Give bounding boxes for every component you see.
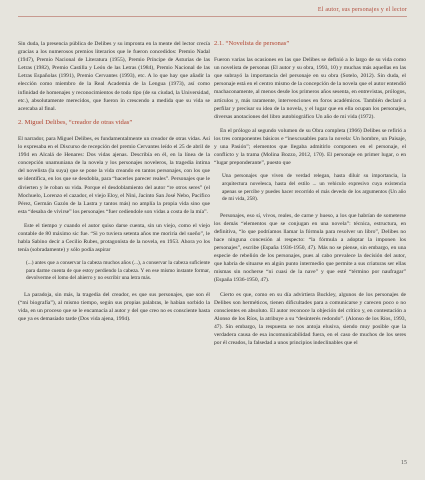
block-quote: Una personajes que viven de verdad relegan, hasta diluir su importancia, la arquitectura novelesca, hasta del estilo ... un vehiculo expresivo cuya existencia apenas se percibe y puedes hacer recorrido el más devedo de los argumentos (Un año de mi vida, 258). xyxy=(222,173,406,203)
paragraph: La paradoja, sin más, la tragedia del creador, es que sus personajes, que son él (“mi biografía”), al mismo tiempo, según sus propias palabras, le habían sorbido la vida, en un proceso que se le encamacía al autor y del que creo no es consciente hasta que ya es demasiado tarde (Dos vida ajena, 1994). xyxy=(18,292,210,323)
paragraph: Este el tiempo y cuando el autor quiso darse cuenta, sin un viejo, como el viejo contable de 80 máximo sic fue. “Si yo tuviera setenta años me moriría del sueño”, le habla Sabino decir a Cecilio Rubes, protagonista de la novela, en 1953. Ahora yo los tenía (sobradamente) y sólo podía aspirar xyxy=(18,222,210,254)
right-column xyxy=(214,40,406,353)
block-quote: (...) antes que a conservar la cabeza muchos años (...), a conservar la cabeza suficiente para darme cuenta de que estoy perdiendo la cabeza. Y en ese mismo instante formar, devolverme el lomo del ahierro y no escribir una letra más. xyxy=(26,260,210,282)
paragraph: Sin duda, la presencia pública de Delibes y su impronta en la mente del lector crecía gracias a los numerosos premios literarios que le fueron concedidos: Premio Nadal (1947), Premio Nacional de Literatura (1955), Premio Príncipe de Asturias de las Letras (1982), Premio Castilla y León de las Letras (1984), Premio Nacional de las Letras Españolas (1991), Premio Cervantes (1993), etc. A lo que hay que añadir la elección como miembro de la Real Academia de la Lengua (1973), así como infinidad de homenajes y reconocimientos de todo tipo (de su ciudad, la Universidad, etc.), absolutamente merecidos, que fueron in crescendo a medida que su vida se acercaba al final. xyxy=(18,41,210,112)
page-number: 15 xyxy=(401,460,407,466)
running-header: El autor, sus personajes y el lector xyxy=(317,7,407,13)
paragraph: Cierto es que, como en su día advirtiera Buckley, algunos de los personajes de Delibes son herméticos, tienen dificultades para a comunicarse y carecen poco o no conscientes en absoluto. El autor reconoce la objeción del crítico y, en contestación a Alonso de los Ríos, la atribuye a su “desinterés redondo”. (Alonso de los Ríos, 1993, 47). Sin embargo, la respuesta se nos antoja elusiva, siendo muy posible que la verdadera causa de esa incomunicabilidad fuera, en el caso de muchos de los seres por él creados, la falsedad a unos principios indeclinables que el xyxy=(214,291,406,347)
section-heading: 2.1. “Novelista de personas” xyxy=(214,40,290,47)
paragraph: El narrador, para Miguel Delibes, es fundamentalmente un creador de otras vidas. Así lo expresaba en el Discurso de recepción del premio Cervantes leído el 25 de abril de 1994 en Alcalá de Henares: Dos vidas ajenas. Describía en él, en la línea de la concepción unamuniana de la novela y los personajes noveleros, la tragedia íntima del novelista (la suya) que se pone la vida creando en tantos personajes, con los que se identifica, en los que se desdobla, para “hacerles parecer reales”. Personajes que le divierten y le roban su vida. Porque el desdoblamiento del autor “re otros seres” (el Mochuelo, Lorenzo el cazador, el viejo Eloy, el Nini, Jacinto San José Nebo, Pacífico Pérez, Germán Gazón de la Lastra y tantos más) no amplía la propia vida sino que esta “desaba de vivirse” los personajes “fuer cediendole son vidas a costa de la mía”. xyxy=(18,135,210,215)
paragraph: En el prólogo al segundo volumen de su Obra completa (1966) Delibes se refirió a los tres componentes básicos e “inexcusables para la novela: Un hombre, un Paisaje, y una Pasión”; elementos que llegaba admitirlo componen en el personaje, el conflicto y la trama (Molina Bozzo, 2012, 170). El personaje en primer lugar, o en “lugar preponderante”, puesto que xyxy=(214,127,406,167)
paragraph: Fueron varias las ocasiones en las que Delibes se definió a lo largo de su vida como un novelista de personas (El autor y su obra, 1993, 10) y muchas más aquellas en las que subrayó la importancia del personaje en su obra (Sotelo, 2012). Sin duda, el personaje está en el centro mismo de la concepción de la novela que el autor entendió machaconamente, al menos desde los primeros años sesenta, en entrevistas, prólogos, artículos y, más raramente, intervenciones en foros académicos. También declaró a perfilar y precisar su idea de la novela, y el lugar que en ella ocupan los personajes, diversas anotaciones del libro autobiográfico Un año de mi vida (1972). xyxy=(214,57,406,120)
header-rule xyxy=(18,16,407,17)
paragraph: Personajes, eso sí, vivos, reales, de carne y hueso, a los que habrían de someterse los demás “elementos que se conjugan en una novela”: técnica, estructura, en definitiva, “lo que podríamos llamar la fórmula para resolver un libro”, Delibes no hace ninguna concesión al respecto: “la fórmula a adoptar la imponen los personajes”, escribe (España 1936-1950, 47). Más no se piense, sin embargo, en una especie de rebelión de los personajes, pues al cabo prevalece la decisión del autor, que habría de situarse en algún punto intermedio que permite a sus criaturas ser ellas mismas sin nocherse “ni cuasi de la nave” y que esté “término por naufragar” (España 1936-1950, 47). xyxy=(214,212,406,284)
left-column xyxy=(18,40,210,329)
section-heading: 2. Miguel Delibes, “creador de otras vidas” xyxy=(18,118,133,126)
